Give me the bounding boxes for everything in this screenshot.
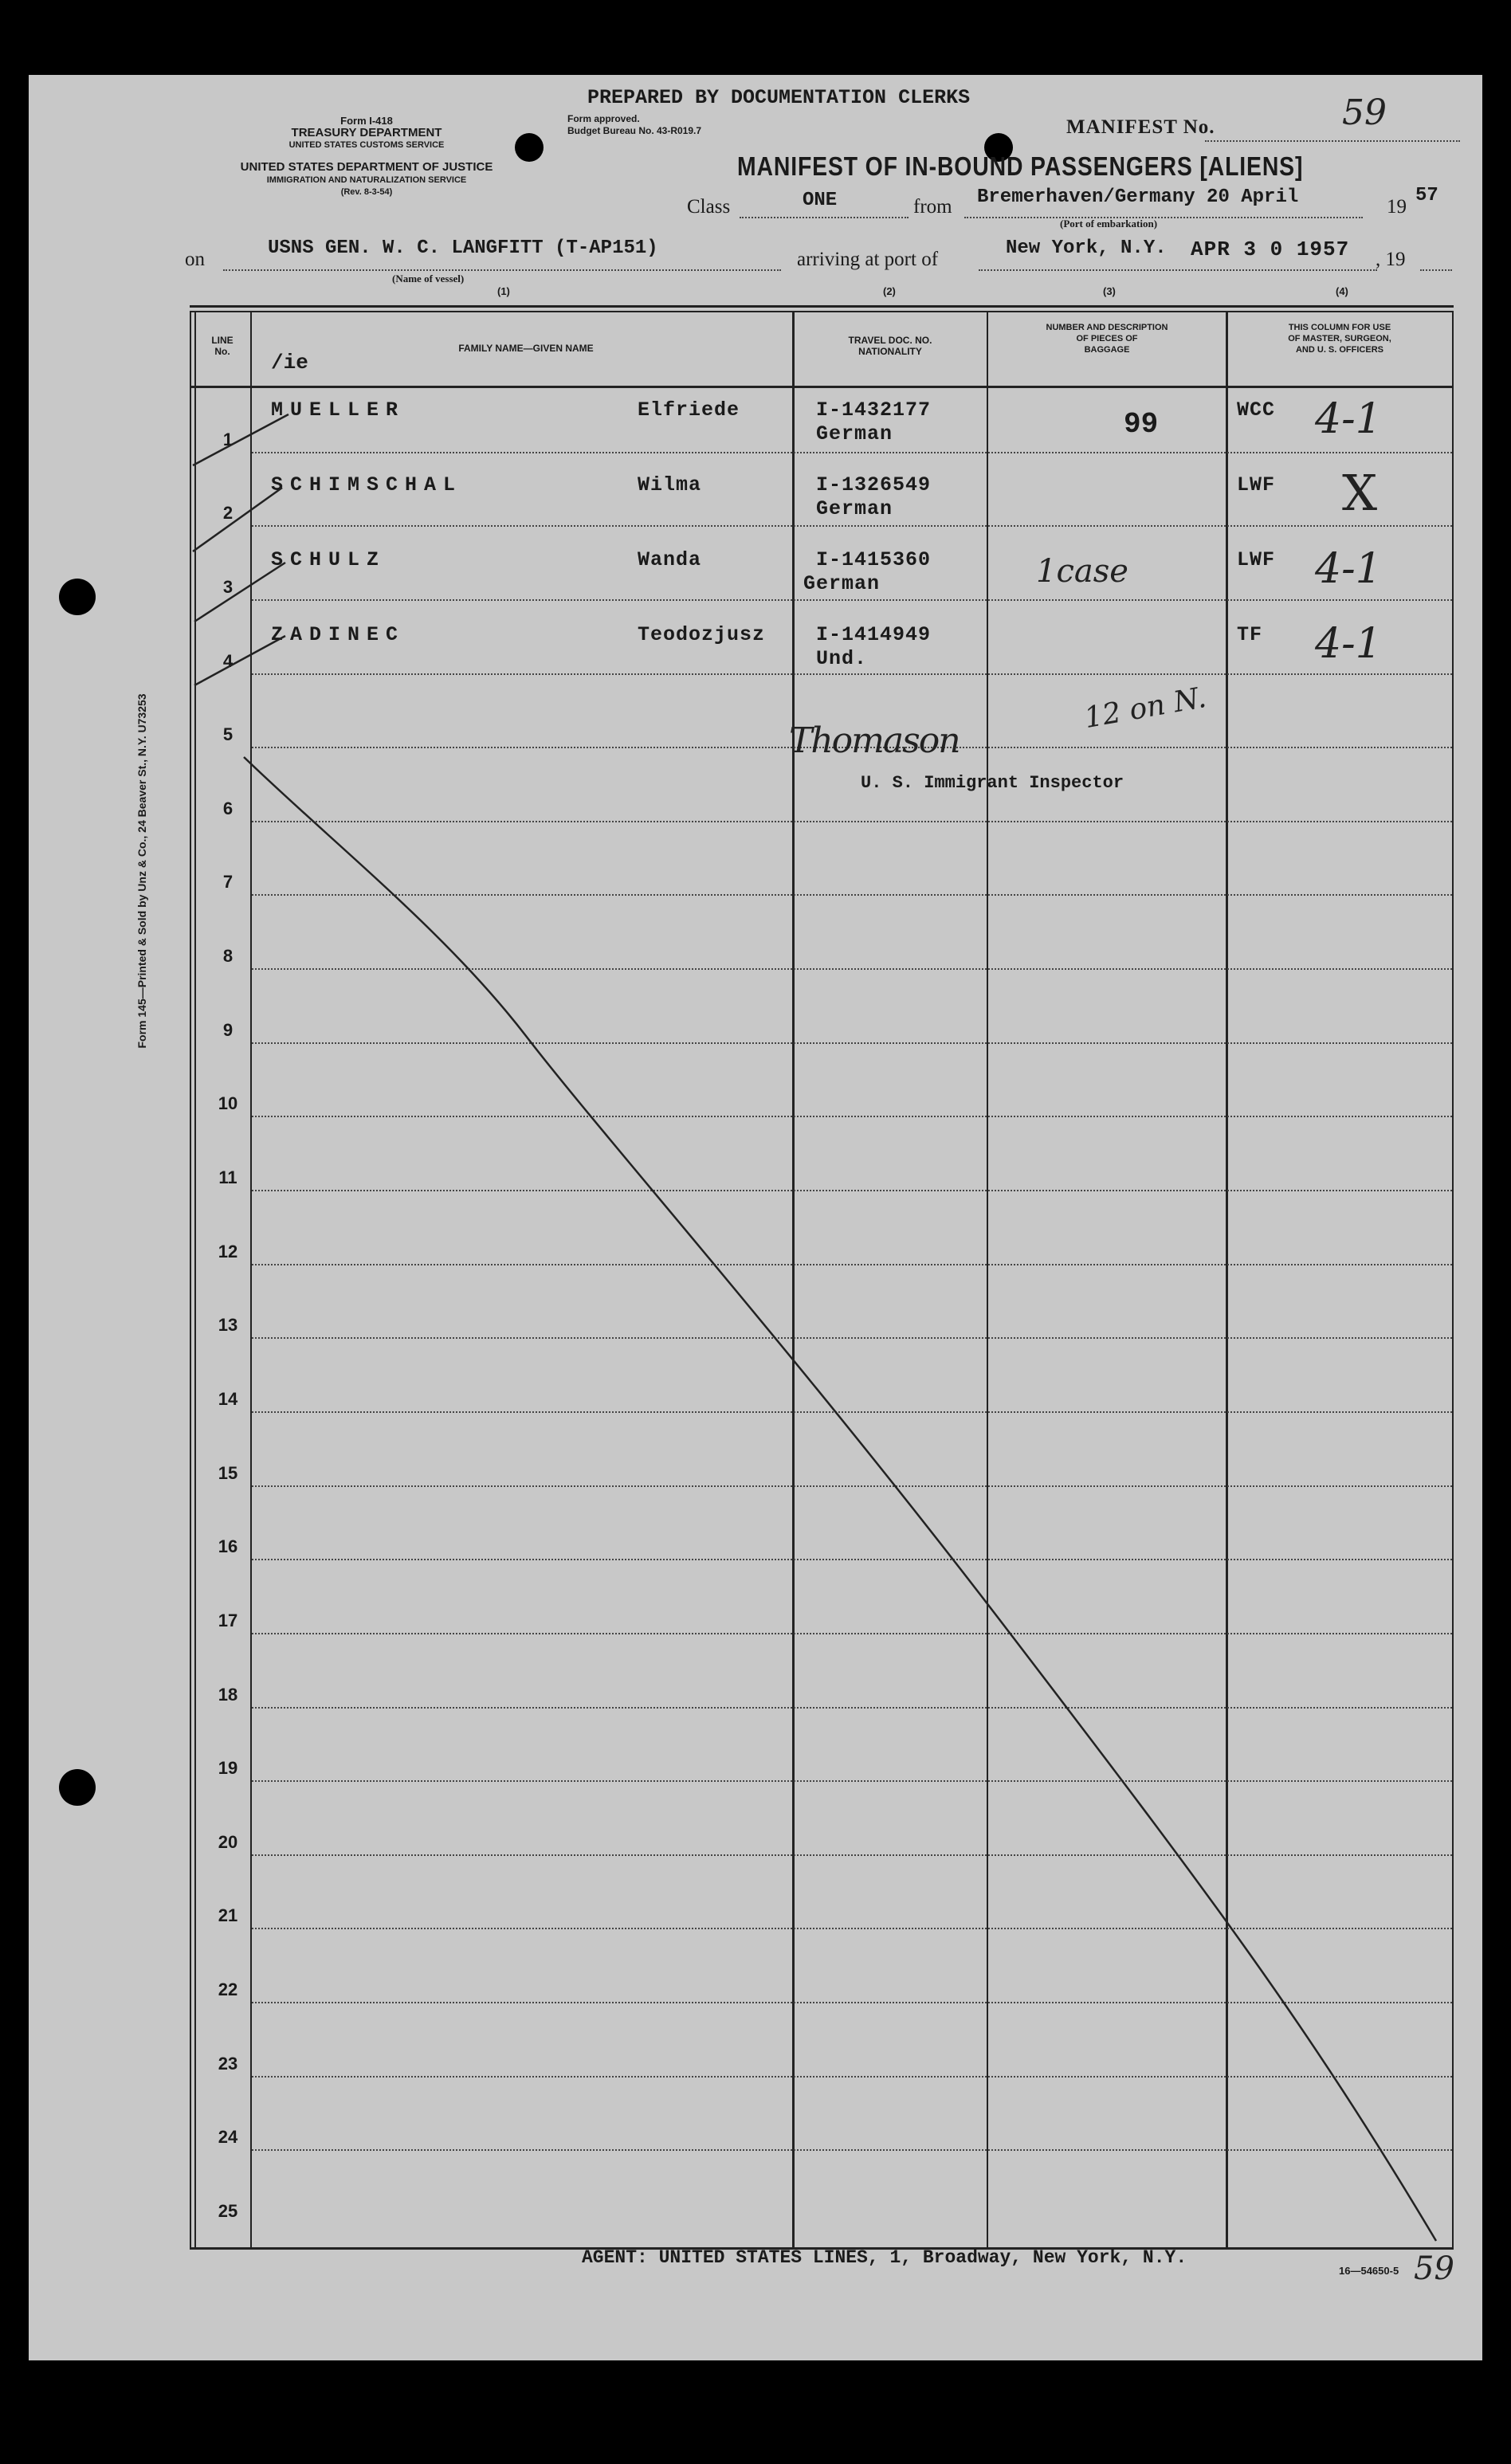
col-num-3: (3) — [1103, 285, 1116, 297]
manifest-title: MANIFEST OF IN-BOUND PASSENGERS [ALIENS] — [737, 151, 1304, 181]
line-number: 17 — [218, 1610, 238, 1630]
manifest-no-value: 59 — [1342, 92, 1387, 133]
line-number: 20 — [218, 1831, 238, 1852]
year-suffix: 57 — [1415, 185, 1438, 206]
class-label: Class — [687, 196, 731, 218]
family-name: SCHIMSCHAL — [271, 473, 463, 496]
baggage-divider — [1226, 311, 1228, 2249]
line-number: 7 — [222, 872, 234, 893]
line-number: 11 — [218, 1167, 237, 1188]
nationality: German — [816, 497, 893, 520]
from-underline — [964, 217, 1363, 218]
inspector-title: U. S. Immigrant Inspector — [861, 773, 1124, 793]
table-left-border — [190, 311, 191, 2249]
row-rule — [252, 1780, 1452, 1782]
table-top-rule — [190, 305, 1454, 308]
arriving-label: arriving at port of — [797, 249, 939, 270]
treasury-dept: TREASURY DEPARTMENT — [291, 126, 442, 139]
year-prefix: 19 — [1387, 196, 1407, 218]
manifest-no-label: MANIFEST No. — [1066, 116, 1215, 138]
punch-hole-bottom — [59, 1769, 96, 1806]
row-rule — [252, 1411, 1452, 1413]
doc-divider — [987, 311, 988, 2249]
given-name: Elfriede — [638, 398, 740, 422]
line-number: 4 — [222, 650, 234, 671]
officer-initials: LWF — [1237, 473, 1276, 496]
travel-doc-no: I-1414949 — [816, 623, 932, 646]
form-number: Form I-418 — [340, 115, 393, 127]
line-number: 1 — [222, 429, 234, 449]
col-header-officers: THIS COLUMN FOR USE OF MASTER, SURGEON, AND U. S. OFFICERS — [1288, 323, 1391, 355]
row-rule — [252, 1190, 1452, 1191]
col-header-travel-doc: TRAVEL DOC. NO. NATIONALITY — [848, 335, 932, 357]
row-rule — [252, 599, 1452, 601]
row-rule — [252, 2002, 1452, 2003]
inspector-signature: Thomason — [789, 720, 960, 761]
budget-bureau: Budget Bureau No. 43-R019.7 — [567, 125, 702, 136]
baggage-count: 99 — [1124, 408, 1159, 441]
row-rule — [252, 673, 1452, 675]
year-label-2: , 19 — [1376, 249, 1406, 270]
line-number: 9 — [222, 1019, 234, 1040]
officer-initials: LWF — [1237, 548, 1276, 571]
line-number: 24 — [218, 2127, 238, 2148]
row-rule — [252, 1633, 1452, 1634]
printer-side-text: Form 145—Printed & Sold by Unz & Co., 24 Beaver St., N.Y. U73253 — [135, 693, 148, 1049]
line-number: 18 — [218, 1684, 238, 1705]
baggage-description: 1case — [1036, 553, 1128, 590]
officer-mark: 4-1 — [1315, 395, 1382, 443]
family-name: SCHULZ — [271, 548, 387, 571]
line-number: 3 — [222, 576, 234, 597]
line-number: 5 — [222, 724, 234, 745]
travel-doc-no: I-1415360 — [816, 548, 932, 571]
name-divider — [792, 311, 795, 2249]
line-number: 15 — [218, 1462, 238, 1483]
given-name: Teodozjusz — [638, 623, 766, 646]
officer-mark: 4-1 — [1315, 545, 1382, 593]
row-rule — [252, 1854, 1452, 1856]
officer-initials: WCC — [1237, 398, 1276, 422]
line-no-divider — [250, 311, 252, 2249]
col-header-baggage: NUMBER AND DESCRIPTION OF PIECES OF BAGGAGE — [1046, 323, 1168, 355]
row-rule — [252, 1928, 1452, 1929]
form-revision: (Rev. 8-3-54) — [340, 187, 393, 197]
from-value: Bremerhaven/Germany 20 April — [977, 186, 1299, 208]
customs-service: UNITED STATES CUSTOMS SERVICE — [288, 140, 445, 150]
row-rule — [252, 1264, 1452, 1265]
arrival-port: New York, N.Y. — [1006, 237, 1167, 259]
col-header-line-no: LINE No. — [211, 335, 234, 357]
col-num-1: (1) — [497, 285, 510, 297]
line-number: 13 — [218, 1315, 238, 1336]
given-name: Wilma — [638, 473, 702, 496]
from-label: from — [913, 196, 952, 218]
row-rule — [252, 821, 1452, 822]
row-rule — [252, 1116, 1452, 1117]
line-number: 14 — [218, 1388, 238, 1409]
nationality: Und. — [816, 647, 868, 670]
year-underline-2 — [1420, 269, 1452, 271]
punch-hole-header-left — [515, 133, 544, 162]
officer-initials: TF — [1237, 623, 1263, 646]
nationality: German — [816, 422, 893, 445]
row-rule — [252, 2149, 1452, 2151]
page-mark: 59 — [1414, 2250, 1454, 2287]
arrival-underline — [979, 269, 1377, 271]
officer-mark: 4-1 — [1315, 620, 1382, 668]
family-name: ZADINEC — [271, 623, 406, 646]
form-approved: Form approved. — [567, 113, 640, 124]
manifest-no-underline — [1205, 140, 1460, 142]
line-number: 8 — [222, 946, 234, 967]
line-number: 23 — [218, 2053, 238, 2074]
travel-doc-no: I-1326549 — [816, 473, 932, 496]
family-name: MUELLER — [271, 398, 406, 422]
row-rule — [252, 525, 1452, 527]
vessel-underline — [223, 269, 781, 271]
travel-doc-no: I-1432177 — [816, 398, 932, 422]
row-rule — [252, 1559, 1452, 1560]
on-label: on — [185, 249, 205, 270]
port-embarkation-label: (Port of embarkation) — [1060, 218, 1158, 230]
agent-line: AGENT: UNITED STATES LINES, 1, Broadway, New York, N.Y. — [582, 2247, 1187, 2268]
prepared-by: PREPARED BY DOCUMENTATION CLERKS — [587, 86, 971, 109]
vessel-label: (Name of vessel) — [392, 273, 465, 284]
print-code: 16—54650-5 — [1339, 2265, 1399, 2277]
row-rule — [252, 1337, 1452, 1339]
vessel-name: USNS GEN. W. C. LANGFITT (T-AP151) — [268, 237, 658, 259]
row-rule — [252, 1707, 1452, 1709]
col-num-4: (4) — [1336, 285, 1348, 297]
inspector-note: 12 on N. — [1081, 681, 1209, 736]
justice-dept: UNITED STATES DEPARTMENT OF JUSTICE — [240, 160, 493, 174]
name-prefix: /ie — [271, 351, 308, 375]
officer-mark: X — [1342, 464, 1378, 522]
table-left-border-2 — [194, 311, 196, 2249]
class-underline — [740, 217, 909, 218]
row-rule — [252, 1042, 1452, 1044]
row-rule — [252, 1485, 1452, 1487]
nationality: German — [803, 572, 881, 595]
line-number: 6 — [222, 798, 234, 818]
row-rule — [252, 452, 1452, 453]
line-number: 25 — [218, 2201, 238, 2221]
col-num-2: (2) — [883, 285, 896, 297]
line-number: 16 — [218, 1536, 238, 1557]
row-rule — [252, 968, 1452, 970]
ins-service: IMMIGRATION AND NATURALIZATION SERVICE — [266, 175, 467, 185]
line-number: 22 — [218, 1979, 238, 2000]
header-bottom-rule — [190, 386, 1454, 388]
row-rule — [252, 2076, 1452, 2078]
line-number: 21 — [218, 1905, 238, 1926]
class-value: ONE — [803, 190, 838, 211]
row-rule — [252, 894, 1452, 896]
arrival-date-stamp: APR 3 0 1957 — [1191, 237, 1350, 261]
col-header-name: FAMILY NAME—GIVEN NAME — [458, 343, 594, 354]
line-number: 10 — [218, 1093, 238, 1114]
line-number: 19 — [218, 1758, 238, 1779]
given-name: Wanda — [638, 548, 702, 571]
table-right-border — [1452, 311, 1454, 2249]
line-number: 12 — [218, 1241, 238, 1261]
punch-hole-top — [59, 579, 96, 615]
table-top-rule-2 — [190, 311, 1454, 312]
line-number: 2 — [222, 503, 234, 524]
